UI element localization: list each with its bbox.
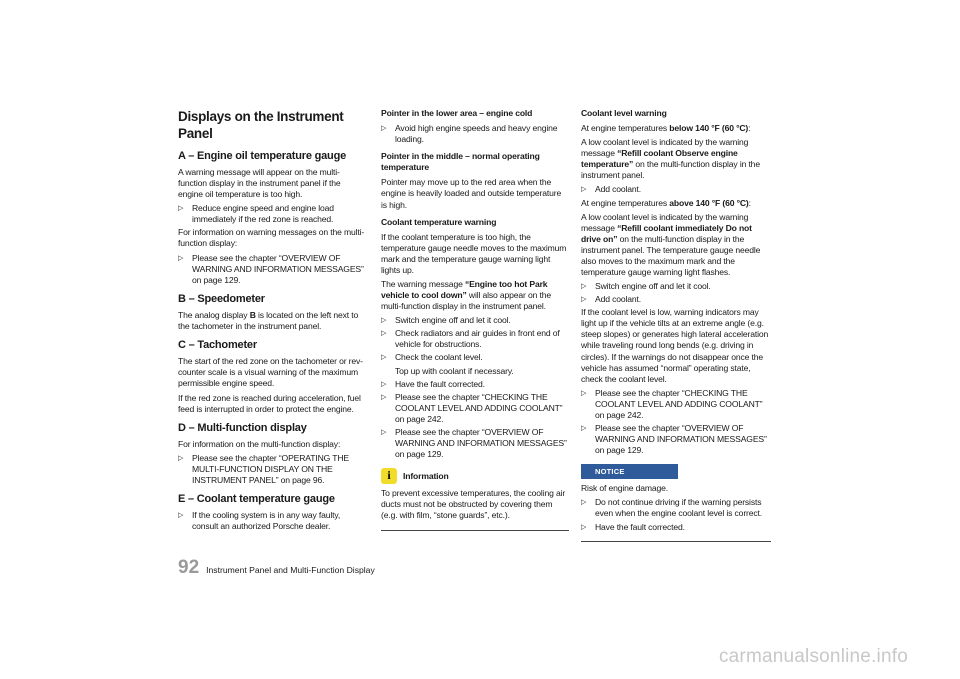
low-level-1-bold: “Refill coolant Observe engine temperature” xyxy=(581,148,738,170)
above-temp-bold: above 140 °F (60 °C) xyxy=(669,197,749,208)
level-step-4: ▷ Please see the chapter “CHECKING THE COOLANT LEVEL AND ADDING COOLANT” on page 242. xyxy=(581,388,771,421)
level-step-3: ▷ Add coolant. xyxy=(581,294,771,305)
section-c-title: C – Tachometer xyxy=(178,339,257,352)
coolant-temp-warning-title: Coolant temperature warning xyxy=(381,216,497,227)
middle-area-text: Pointer may move up to the red area when the engine is heavily loaded and outside temperature is high. xyxy=(381,177,562,210)
section-a-text: A warning message will appear on the multi-function display in the instrument panel if the engine oil temperature is too high. xyxy=(178,167,341,200)
section-b-text-post: is located on the left next to the tachometer in the instrument panel. xyxy=(178,309,359,332)
section-b-text-bold: B xyxy=(249,309,256,320)
section-d-step: ▷ Please see the chapter “OPERATING THE MULTI-FUNCTION DISPLAY ON THE INSTRUMENT PANEL” on page 96. xyxy=(178,453,366,486)
information-header xyxy=(381,468,569,484)
notice-step-2: ▷ Have the fault corrected. xyxy=(581,522,771,533)
coolant-step-1: ▷ Switch engine off and let it cool. xyxy=(381,315,569,326)
coolant-temp-warning-message xyxy=(381,279,569,312)
coolant-level-warning-title: Coolant level warning xyxy=(581,108,667,118)
section-e-step: ▷ If the cooling system is in any way faulty, consult an authorized Porsche dealer. xyxy=(178,510,366,532)
notice-text: Risk of engine damage. xyxy=(581,483,668,494)
level-step-1: ▷ Add coolant. xyxy=(581,184,771,195)
below-temp-text xyxy=(581,123,771,134)
section-d-text: For information on the multi-function display: xyxy=(178,438,341,449)
information-text: To prevent excessive temperatures, the cooling air ducts must not be obstructed by covering them (e.g. with film, “stone guards”, etc.). xyxy=(381,488,566,521)
warning-message-bold: “Engine too hot Park vehicle to cool down” xyxy=(381,279,548,301)
above-temp-post: : xyxy=(748,197,751,208)
low-level-2-bold: “Refill coolant immediately Do not drive on” xyxy=(581,222,752,244)
low-level-1-post: on the multi-function display in the instrument panel. xyxy=(581,159,760,181)
information-label: Information xyxy=(403,470,449,481)
coolant-step-4: ▷ Have the fault corrected. xyxy=(381,379,569,390)
section-a-text-2: For information on warning messages on the multi-function display: xyxy=(178,227,365,249)
lower-area-step: ▷ Avoid high engine speeds and heavy engine loading. xyxy=(381,123,569,145)
low-level-1-pre: A low coolant level is indicated by the warning message xyxy=(581,137,749,159)
low-level-2-post: on the multi-function display in the instrument panel. The temperature gauge needle also moves to the maximum mark and the temperature gauge warning light flashes. xyxy=(581,233,761,278)
above-temp-text xyxy=(581,198,771,209)
page-footer xyxy=(178,557,375,579)
middle-area-title: Pointer in the middle – normal operating temperature xyxy=(381,151,540,173)
column-left xyxy=(178,108,366,535)
information-icon: i xyxy=(381,468,397,484)
coolant-step-6: ▷ Please see the chapter “OVERVIEW OF WARNING AND INFORMATION MESSAGES” on page 129. xyxy=(381,427,569,460)
section-e-title: E – Coolant temperature gauge xyxy=(178,493,335,506)
lower-area-title: Pointer in the lower area – engine cold xyxy=(381,108,533,118)
level-step-2: ▷ Switch engine off and let it cool. xyxy=(581,281,771,292)
section-b-title: B – Speedometer xyxy=(178,292,265,305)
tilt-warning-text: If the coolant level is low, warning indicators may light up if the vehicle tilts at an extreme angle (e.g. steep slopes) or generates high lateral acceleration while traveling round long bends (e.g. driving in circles). If the warnings do not disappear once the vehicle has assumed “normal” operating state, check the coolant level. xyxy=(581,307,769,384)
low-level-message-1 xyxy=(581,137,771,181)
column-middle xyxy=(381,108,569,531)
page-title: Displays on the Instrument Panel xyxy=(178,109,344,142)
below-temp-bold: below 140 °F (60 °C) xyxy=(669,123,749,134)
footer-section-title: Instrument Panel and Multi-Function Display xyxy=(206,565,375,575)
section-c-text: The start of the red zone on the tachometer or rev-counter scale is a visual warning of the maximum permissible engine speed. xyxy=(178,356,363,389)
coolant-temp-warning-text: If the coolant temperature is too high, the temperature gauge needle moves to the maximum mark and the temperature gauge warning light lights up. xyxy=(381,231,567,275)
below-temp-pre: At engine temperatures xyxy=(581,123,670,134)
section-b-text xyxy=(178,310,366,332)
section-a-step: ▷ Reduce engine speed and engine load immediately if the red zone is reached. xyxy=(178,203,366,225)
watermark: carmanualsonline.info xyxy=(718,646,908,667)
coolant-step-3-cont: Top up with coolant if necessary. xyxy=(395,365,514,376)
low-level-message-2 xyxy=(581,212,771,278)
column-right xyxy=(581,108,771,542)
coolant-step-5: ▷ Please see the chapter “CHECKING THE COOLANT LEVEL AND ADDING COOLANT” on page 242. xyxy=(381,392,569,425)
level-step-5: ▷ Please see the chapter “OVERVIEW OF WARNING AND INFORMATION MESSAGES” on page 129. xyxy=(581,423,771,456)
low-level-2-pre: A low coolant level is indicated by the warning message xyxy=(581,211,749,233)
below-temp-post: : xyxy=(748,123,751,134)
notice-step-1: ▷ Do not continue driving if the warning persists even when the engine coolant level is correct. xyxy=(581,497,771,519)
information-box xyxy=(381,468,569,531)
section-d-title: D – Multi-function display xyxy=(178,421,307,434)
coolant-step-3: ▷ Check the coolant level. xyxy=(381,352,569,363)
section-a-step-2: ▷ Please see the chapter “OVERVIEW OF WARNING AND INFORMATION MESSAGES” on page 129. xyxy=(178,253,366,286)
above-temp-pre: At engine temperatures xyxy=(581,197,670,208)
section-b-text-pre: The analog display xyxy=(178,309,250,320)
page-number: 92 xyxy=(178,557,200,578)
notice-box xyxy=(581,464,771,541)
section-c-text-2: If the red zone is reached during acceleration, fuel feed is interrupted in order to protect the engine. xyxy=(178,392,361,414)
notice-label: NOTICE xyxy=(581,464,678,479)
warning-message-post: will also appear on the multi-function display in the instrument panel. xyxy=(381,290,551,312)
coolant-step-2: ▷ Check radiators and air guides in front end of vehicle for obstructions. xyxy=(381,328,569,350)
section-a-title: A – Engine oil temperature gauge xyxy=(178,149,347,162)
warning-message-pre: The warning message xyxy=(381,279,465,290)
